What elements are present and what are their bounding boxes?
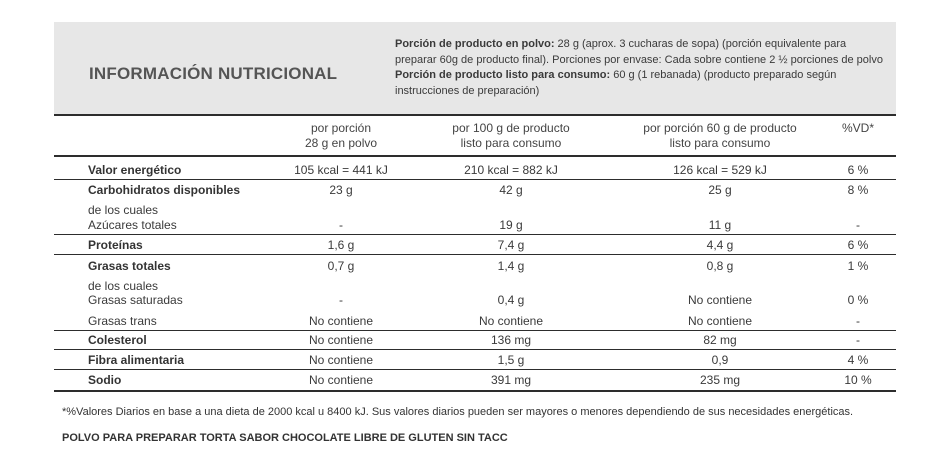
table-row — [54, 161, 896, 179]
value-per-60g: 25 g — [708, 183, 732, 197]
table-row — [54, 236, 896, 254]
value-per-60g: 11 g — [708, 218, 732, 232]
column-header-vd — [842, 121, 874, 136]
value-per-60g: 126 kcal = 529 kJ — [673, 163, 767, 177]
value-per-100g: 1,4 g — [497, 259, 525, 273]
value-per-100g: 19 g — [499, 218, 523, 232]
value-per-portion: No contiene — [308, 333, 374, 347]
value-per-60g: 82 mg — [703, 333, 737, 347]
header-rule — [54, 114, 896, 116]
column-header-line: por porción — [310, 121, 372, 135]
nutrient-name: Azúcares totales — [88, 218, 177, 232]
value-vd: - — [856, 333, 860, 347]
value-vd: - — [856, 314, 860, 328]
value-per-100g: 1,5 g — [497, 353, 525, 367]
value-per-portion: No contiene — [308, 314, 374, 328]
value-vd: - — [856, 218, 860, 232]
column-header-line: listo para consumo — [460, 136, 562, 150]
nutrient-name: Colesterol — [88, 333, 147, 347]
table-row — [54, 291, 896, 309]
value-per-portion: 0,7 g — [327, 259, 355, 273]
row-divider — [54, 254, 896, 255]
value-vd: 4 % — [847, 353, 869, 367]
value-per-portion: No contiene — [308, 353, 374, 367]
row-divider — [54, 234, 896, 235]
value-per-portion: No contiene — [308, 373, 374, 387]
table-row — [54, 216, 896, 234]
subgroup-label: de los cuales — [88, 279, 159, 293]
portion-powder-text: 28 g (aprox. 3 cucharas de sopa) (porción equivalente para preparar 60g de producto final). Porciones por envase: Cada sobre contiene 2 ½ porciones de polvo — [395, 38, 883, 66]
column-header-line: por 100 g de producto — [452, 121, 570, 135]
nutrition-header — [54, 22, 896, 115]
column-header-per-100g — [452, 121, 569, 151]
column-header-rule — [54, 155, 896, 157]
table-row — [54, 351, 896, 369]
table-row — [54, 181, 896, 199]
column-header-per-portion — [305, 121, 377, 151]
table-bottom-rule — [54, 390, 896, 392]
value-per-60g: 0,9 — [711, 353, 729, 367]
subgroup-label: de los cuales — [88, 203, 159, 217]
nutrient-name: Grasas trans — [88, 314, 157, 328]
value-per-100g: 42 g — [499, 183, 523, 197]
value-per-portion: 23 g — [329, 183, 353, 197]
product-name: POLVO PARA PREPARAR TORTA SABOR CHOCOLATE LIBRE DE GLUTEN SIN TACC — [62, 432, 508, 444]
value-per-100g: No contiene — [478, 314, 544, 328]
nutrient-name: Carbohidratos disponibles — [88, 183, 241, 197]
nutrient-name: Fibra alimentaria — [88, 353, 185, 367]
nutrient-name: Proteínas — [88, 238, 143, 252]
value-per-portion: - — [339, 218, 343, 232]
page-title: INFORMACIÓN NUTRICIONAL — [89, 64, 338, 83]
value-per-60g: 4,4 g — [706, 238, 734, 252]
table-row — [54, 312, 896, 330]
value-vd: 6 % — [847, 163, 869, 177]
portion-powder-label: Porción de producto en polvo: — [395, 38, 555, 50]
column-header-line: por porción 60 g de producto — [643, 121, 797, 135]
value-per-60g: 235 mg — [699, 373, 741, 387]
portion-ready-text: 60 g (1 rebanada) (producto preparado según instrucciones de preparación) — [395, 69, 837, 97]
value-vd: 10 % — [844, 373, 872, 387]
value-vd: 6 % — [847, 238, 869, 252]
value-vd: 1 % — [847, 259, 869, 273]
nutrient-name: Sodio — [88, 373, 122, 387]
column-header-line: listo para consumo — [669, 136, 771, 150]
value-per-100g: 210 kcal = 882 kJ — [464, 163, 558, 177]
value-per-100g: 391 mg — [490, 373, 532, 387]
row-divider — [54, 369, 896, 370]
column-header-line: %VD* — [841, 121, 875, 135]
value-per-60g: 0,8 g — [706, 259, 734, 273]
row-divider — [54, 179, 896, 180]
value-per-100g: 7,4 g — [497, 238, 525, 252]
value-per-portion: 1,6 g — [327, 238, 355, 252]
value-per-100g: 0,4 g — [497, 293, 525, 307]
value-vd: 0 % — [847, 293, 869, 307]
table-row — [54, 331, 896, 349]
value-per-60g: No contiene — [687, 293, 753, 307]
value-vd: 8 % — [847, 183, 869, 197]
nutrient-name: Valor energético — [88, 163, 182, 177]
column-header-line: 28 g en polvo — [304, 136, 378, 150]
value-per-portion: - — [339, 293, 343, 307]
value-per-portion: 105 kcal = 441 kJ — [294, 163, 388, 177]
nutrient-name: Grasas saturadas — [88, 293, 183, 307]
portion-ready-label: Porción de producto listo para consumo: — [395, 69, 611, 81]
portion-info — [395, 37, 890, 99]
value-per-100g: 136 mg — [490, 333, 532, 347]
footnote: *%Valores Diarios en base a una dieta de 2000 kcal u 8400 kJ. Sus valores diarios pueden ser mayores o menores dependiendo de sus necesidades energéticas. — [62, 406, 854, 418]
table-row — [54, 371, 896, 389]
nutrient-name: Grasas totales — [88, 259, 171, 273]
value-per-60g: No contiene — [687, 314, 753, 328]
row-divider — [54, 349, 896, 350]
table-row — [54, 257, 896, 275]
column-header-per-60g — [643, 121, 796, 151]
